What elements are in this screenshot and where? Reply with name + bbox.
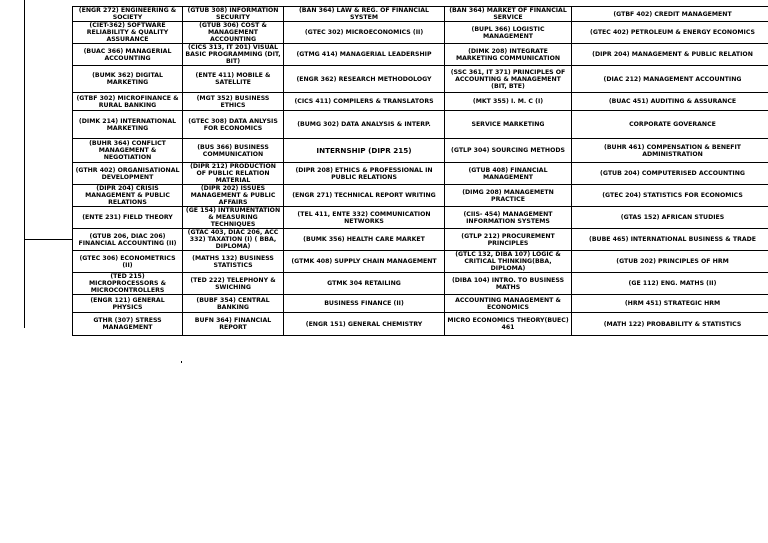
course-cell: (GTUB 202) PRINCIPLES OF HRM xyxy=(572,251,768,273)
course-cell: (SSC 361, IT 371) PRINCIPLES OF ACCOUNTING & MANAGEMENT (BIT, BTE) xyxy=(445,66,572,93)
course-cell: (ENGR 271) TECHNICAL REPORT WRITING xyxy=(284,185,445,207)
course-cell: (DIPR 204) CRISIS MANAGEMENT & PUBLIC RELATIONS xyxy=(73,185,183,207)
course-cell: (GTBF 402) CREDIT MANAGEMENT xyxy=(572,7,768,22)
course-cell: (GTEC 204) STATISTICS FOR ECONOMICS xyxy=(572,185,768,207)
course-cell: (DIPR 202) ISSUES MANAGEMENT & PUBLIC AFFAIRS xyxy=(183,185,284,207)
table-row xyxy=(73,139,768,163)
course-cell: (GTEC 308) DATA ANLYSIS FOR ECONOMICS xyxy=(183,111,284,139)
course-cell: (DIMG 208) MANAGEMETN PRACTICE xyxy=(445,185,572,207)
course-cell: (ENGR 151) GENERAL CHEMISTRY xyxy=(284,313,445,336)
course-cell: (ENGR 362) RESEARCH METHODOLOGY xyxy=(284,66,445,93)
course-cell: (ENTE 231) FIELD THEORY xyxy=(73,207,183,229)
course-cell: (CIET-362) SOFTWARE RELIABILITY & QUALITY ASSURANCE xyxy=(73,22,183,44)
course-cell: (BAN 364) MARKET OF FINANCIAL SERVICE xyxy=(445,7,572,22)
course-cell: (CICS 313, IT 201) VISUAL BASIC PROGRAMMING (DIT, BIT) xyxy=(183,44,284,66)
course-cell: (TED 215) MICROPROCESSORS & MICROCONTROLLERS xyxy=(73,273,183,295)
course-cell: ACCOUNTING MANAGEMENT & ECONOMICS xyxy=(445,295,572,313)
course-cell: GTHR (307) STRESS MANAGEMENT xyxy=(73,313,183,336)
course-cell: GTMK 304 RETAILING xyxy=(284,273,445,295)
course-cell: (MKT 355) I. M. C (I) xyxy=(445,93,572,111)
table-row xyxy=(73,7,768,22)
course-cell: (MATH 122) PROBABILITY & STATISTICS xyxy=(572,313,768,336)
table-row xyxy=(73,111,768,139)
course-cell: BUSINESS FINANCE (II) xyxy=(284,295,445,313)
course-cell: (GTLC 132, DIBA 107) LOGIC & CRITICAL THINKING(BBA, DIPLOMA) xyxy=(445,251,572,273)
course-cell: (GTEC 302) MICROECONOMICS (II) xyxy=(284,22,445,44)
table-row xyxy=(73,273,768,295)
course-cell: (BUMK 362) DIGITAL MARKETING xyxy=(73,66,183,93)
course-cell: (GTMK 408) SUPPLY CHAIN MANAGEMENT xyxy=(284,251,445,273)
course-cell: (BUBF 354) CENTRAL BANKING xyxy=(183,295,284,313)
course-cell: (GTLP 304) SOURCING METHODS xyxy=(445,139,572,163)
course-cell: (BUS 366) BUSINESS COMMUNICATION xyxy=(183,139,284,163)
course-cell: (DIPR 204) MANAGEMENT & PUBLIC RELATION xyxy=(572,44,768,66)
course-cell: (CICS 411) COMPILERS & TRANSLATORS xyxy=(284,93,445,111)
course-cell: (BUHR 461) COMPENSATION & BENEFIT ADMINISTRATION xyxy=(572,139,768,163)
course-cell: (MGT 352) BUSINESS ETHICS xyxy=(183,93,284,111)
course-cell: (GTAS 152) AFRICAN STUDIES xyxy=(572,207,768,229)
course-cell: (HRM 451) STRATEGIC HRM xyxy=(572,295,768,313)
course-cell: (GTAC 403, DIAC 206, ACC 332) TAXATION (I) ( BBA, DIPLOMA) xyxy=(183,229,284,251)
course-cell: INTERNSHIP (DIPR 215) xyxy=(284,139,445,163)
course-cell: (ENGR 272) ENGINEERING & SOCIETY xyxy=(73,7,183,22)
course-cell: (GTUB 206, DIAC 206) FINANCIAL ACCOUNTING (II) xyxy=(73,229,183,251)
course-cell: SERVICE MARKETING xyxy=(445,111,572,139)
course-cell: (GTMG 414) MANAGERIAL LEADERSHIP xyxy=(284,44,445,66)
course-cell: (MATHS 132) BUSINESS STATISTICS xyxy=(183,251,284,273)
course-cell: CORPORATE GOVERANCE xyxy=(572,111,768,139)
table-row xyxy=(73,229,768,251)
stray-mark xyxy=(181,361,182,363)
course-cell: (DIMK 214) INTERNATIONAL MARKETING xyxy=(73,111,183,139)
table-row xyxy=(73,66,768,93)
course-cell: (GTUB 308) INFORMATION SECURITY xyxy=(183,7,284,22)
course-cell: (BUHR 364) CONFLICT MANAGEMENT & NEGOTIATION xyxy=(73,139,183,163)
course-cell: (GTUB 408) FINANCIAL MANAGEMENT xyxy=(445,163,572,185)
table-row xyxy=(73,185,768,207)
course-cell: (DIBA 104) INTRO. TO BUSINESS MATHS xyxy=(445,273,572,295)
table-row xyxy=(73,295,768,313)
table-row xyxy=(73,93,768,111)
course-cell: (BUMG 302) DATA ANALYSIS & INTERP. xyxy=(284,111,445,139)
table-row xyxy=(73,313,768,336)
course-cell: (ENGR 121) GENERAL PHYSICS xyxy=(73,295,183,313)
left-border-line xyxy=(24,0,25,328)
course-cell: (GTEC 306) ECONOMETRICS (II) xyxy=(73,251,183,273)
course-cell: (GE 154) INTRUMENTATION & MEASURING TECHNIQUES xyxy=(183,207,284,229)
table-row xyxy=(73,44,768,66)
table-row xyxy=(73,207,768,229)
table-row xyxy=(73,163,768,185)
course-cell: (ENTE 411) MOBILE & SATELLITE xyxy=(183,66,284,93)
table-row xyxy=(73,22,768,44)
course-cell: (GTHR 402) ORGANISATIONAL DEVELOPMENT xyxy=(73,163,183,185)
course-cell: (BUBE 465) INTERNATIONAL BUSINESS & TRADE xyxy=(572,229,768,251)
course-cell: BUFN 364) FINANCIAL REPORT xyxy=(183,313,284,336)
course-cell: (BUPL 366) LOGISTIC MANAGEMENT xyxy=(445,22,572,44)
course-cell: (BAN 364) LAW & REG. OF FINANCIAL SYSTEM xyxy=(284,7,445,22)
course-cell: MICRO ECONOMICS THEORY(BUEC) 461 xyxy=(445,313,572,336)
course-cell: (DIMK 208) INTEGRATE MARKETING COMMUNICATION xyxy=(445,44,572,66)
course-cell: (GTUB 204) COMPUTERISED ACCOUNTING xyxy=(572,163,768,185)
course-cell: (GTEC 402) PETROLEUM & ENERGY ECONOMICS xyxy=(572,22,768,44)
course-cell: (DIPR 212) PRODUCTION OF PUBLIC RELATION MATERIAL xyxy=(183,163,284,185)
course-cell: (CIIS- 454) MANAGEMENT INFORMATION SYSTEMS xyxy=(445,207,572,229)
course-cell: (GTBF 302) MICROFINANCE & RURAL BANKING xyxy=(73,93,183,111)
course-cell: (DIPR 208) ETHICS & PROFESSIONAL IN PUBLIC RELATIONS xyxy=(284,163,445,185)
course-table xyxy=(72,6,768,336)
course-cell: (TEL 411, ENTE 332) COMMUNICATION NETWORKS xyxy=(284,207,445,229)
table-row xyxy=(73,251,768,273)
course-cell: (BUMK 356) HEALTH CARE MARKET xyxy=(284,229,445,251)
course-cell: (TED 222) TELEPHONY & SWICHING xyxy=(183,273,284,295)
left-divider-line xyxy=(24,239,72,240)
course-cell: (BUAC 451) AUDITING & ASSURANCE xyxy=(572,93,768,111)
course-cell: (DIAC 212) MANAGEMENT ACCOUNTING xyxy=(572,66,768,93)
course-cell: (GTUB 306) COST & MANAGEMENT ACCOUNTING xyxy=(183,22,284,44)
course-cell: (GE 112) ENG. MATHS (II) xyxy=(572,273,768,295)
course-cell: (GTLP 212) PROCUREMENT PRINCIPLES xyxy=(445,229,572,251)
course-cell: (BUAC 366) MANAGERIAL ACCOUNTING xyxy=(73,44,183,66)
